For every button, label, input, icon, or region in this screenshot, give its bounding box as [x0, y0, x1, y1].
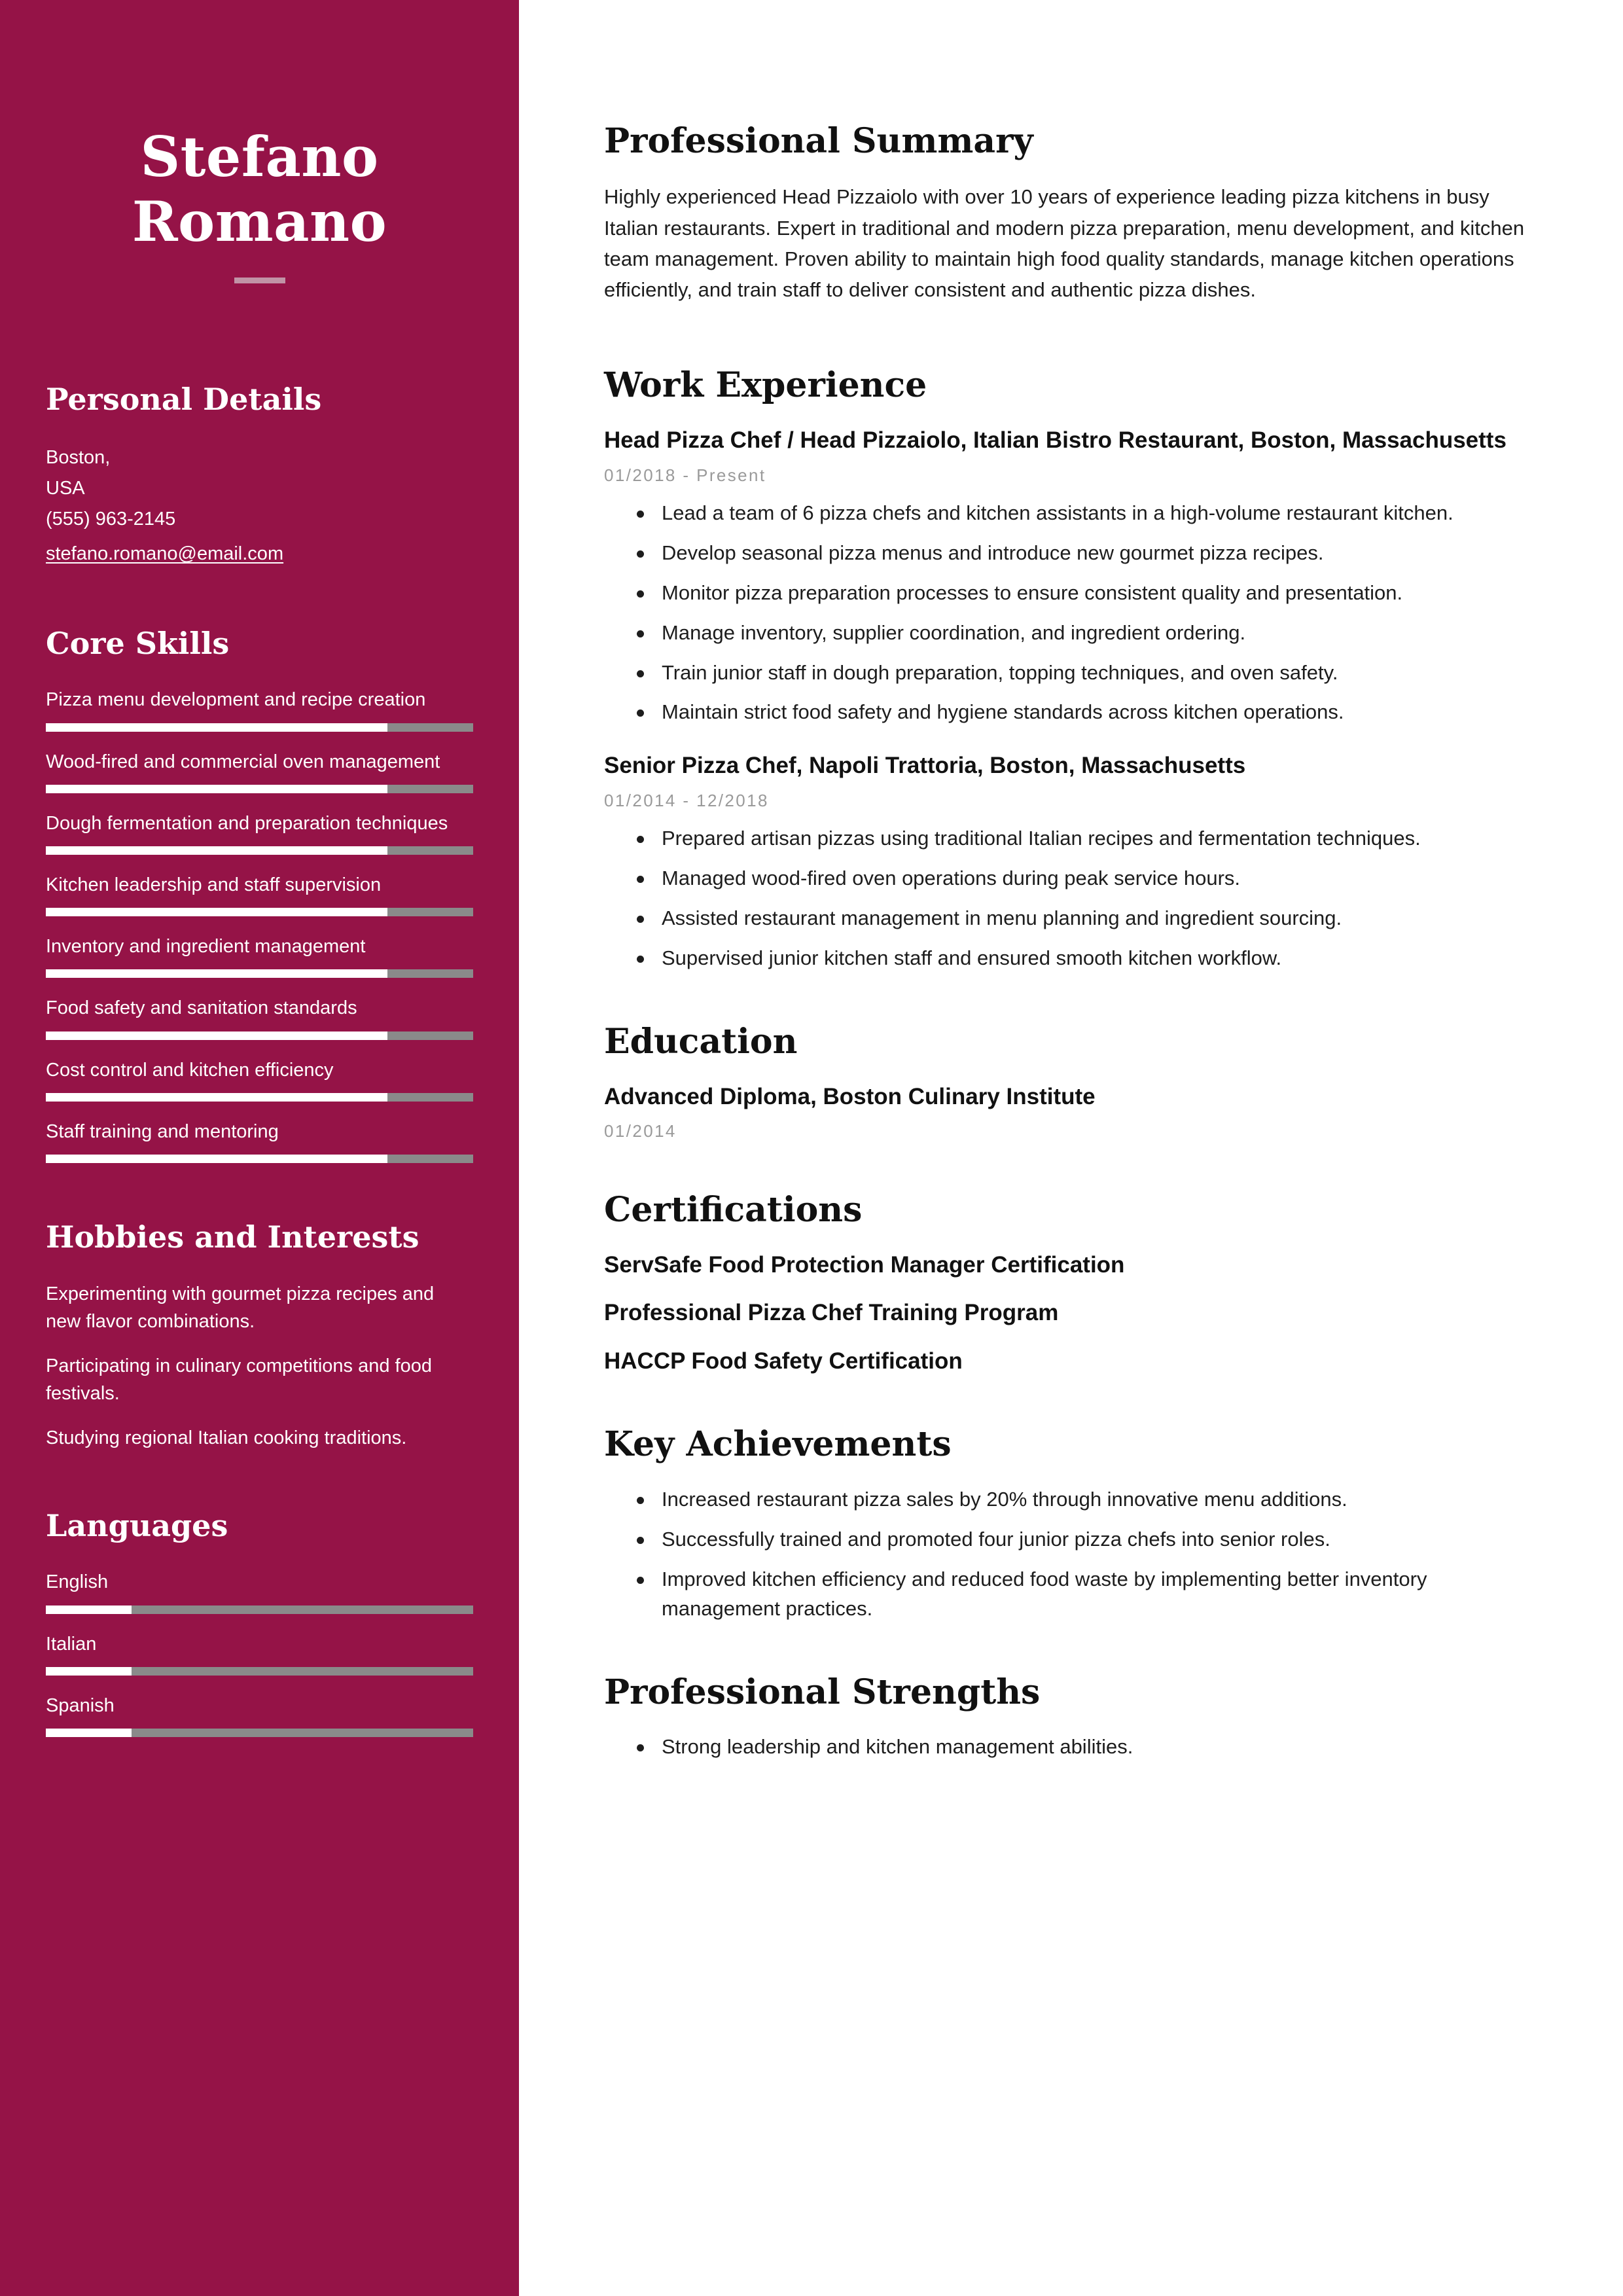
job-bullet-list — [634, 824, 1531, 973]
job-bullet: Lead a team of 6 pizza chefs and kitchen assistants in a high-volume restaurant kitchen. — [634, 499, 1531, 528]
language-label: Spanish — [46, 1695, 115, 1716]
language-bar — [46, 1667, 473, 1676]
skill-item — [46, 933, 473, 978]
last-name: Romano — [132, 189, 387, 255]
skill-bar — [46, 1155, 473, 1163]
job-bullet: Train junior staff in dough preparation, topping techniques, and oven safety. — [634, 658, 1531, 688]
skill-label: Wood-fired and commercial oven management — [46, 751, 440, 772]
jobs-list — [604, 425, 1531, 973]
job-bullet: Supervised junior kitchen staff and ensured smooth kitchen workflow. — [634, 944, 1531, 973]
skill-label: Kitchen leadership and staff supervision — [46, 874, 382, 895]
contact-email-link[interactable]: stefano.romano@email.com — [46, 543, 284, 565]
achievement-bullet: Increased restaurant pizza sales by 20% through innovative menu additions. — [634, 1485, 1531, 1515]
key-achievements-section — [604, 1424, 1531, 1623]
professional-summary-text: Highly experienced Head Pizzaiolo with over 10 years of experience leading pizza kitchens in busy Italian restaurants. Expert in traditional and modern pizza preparation, menu development, and kitchen team management. Proven ability to maintain high food quality standards, manage kitchen operations efficiently, and train staff to deliver consistent and authentic pizza dishes. — [604, 185, 1525, 301]
skill-bar — [46, 846, 473, 855]
education-degree: Advanced Diploma, Boston Culinary Institute — [604, 1084, 1096, 1110]
skill-item — [46, 687, 473, 731]
skill-item — [46, 810, 473, 855]
contact-city: Boston, — [46, 447, 111, 469]
work-experience-entry — [604, 425, 1531, 727]
skill-label: Pizza menu development and recipe creation — [46, 689, 426, 711]
achievement-bullet: Improved kitchen efficiency and reduced food waste by implementing better inventory management practices. — [634, 1565, 1531, 1624]
language-bar-fill — [46, 1729, 132, 1737]
skill-bar — [46, 908, 473, 916]
personal-details-section — [46, 382, 473, 569]
certification-item: Professional Pizza Chef Training Program — [604, 1300, 1059, 1326]
skill-bar-fill — [46, 723, 387, 732]
work-experience-section — [604, 365, 1531, 973]
skill-bar-fill — [46, 846, 387, 855]
core-skills-heading: Core Skills — [46, 626, 230, 662]
skill-bar-fill — [46, 1155, 387, 1163]
job-date-range: 01/2014 - 12/2018 — [604, 790, 769, 810]
education-entry — [604, 1082, 1531, 1141]
languages-list — [46, 1569, 473, 1737]
job-bullet: Manage inventory, supplier coordination, and ingredient ordering. — [634, 619, 1531, 648]
education-list — [604, 1082, 1531, 1141]
main-content — [519, 0, 1623, 2296]
hobby-item: Participating in culinary competitions and food festivals. — [46, 1355, 432, 1405]
skill-item — [46, 749, 473, 793]
certifications-section — [604, 1190, 1531, 1376]
spacer — [604, 999, 1531, 1022]
skill-bar-fill — [46, 1031, 387, 1040]
job-title: Head Pizza Chef / Head Pizzaiolo, Italian Bistro Restaurant, Boston, Massachusetts — [604, 427, 1507, 454]
languages-heading: Languages — [46, 1508, 228, 1544]
hobbies-heading: Hobbies and Interests — [46, 1219, 419, 1255]
job-date-range: 01/2018 - Present — [604, 465, 766, 485]
professional-strengths-section — [604, 1672, 1531, 1762]
job-bullet: Monitor pizza preparation processes to ensure consistent quality and presentation. — [634, 579, 1531, 608]
skill-bar — [46, 785, 473, 793]
job-bullet: Maintain strict food safety and hygiene standards across kitchen operations. — [634, 698, 1531, 727]
hobby-item: Studying regional Italian cooking traditions. — [46, 1427, 407, 1449]
personal-details-heading: Personal Details — [46, 382, 322, 418]
skill-label: Dough fermentation and preparation techniques — [46, 812, 448, 834]
key-achievements-list — [634, 1485, 1531, 1624]
job-bullet: Prepared artisan pizzas using traditional Italian recipes and fermentation techniques. — [634, 824, 1531, 853]
spacer — [604, 331, 1531, 365]
job-bullet-list — [634, 499, 1531, 728]
languages-section — [46, 1508, 473, 1737]
language-label: Italian — [46, 1633, 97, 1655]
education-heading: Education — [604, 1021, 798, 1062]
sidebar — [0, 0, 519, 2296]
contact-country: USA — [46, 478, 85, 499]
job-bullet: Managed wood-fired oven operations during peak service hours. — [634, 864, 1531, 893]
certification-item: HACCP Food Safety Certification — [604, 1348, 963, 1374]
job-title: Senior Pizza Chef, Napoli Trattoria, Boston, Massachusetts — [604, 753, 1246, 779]
work-experience-entry — [604, 751, 1531, 973]
achievement-bullet: Successfully trained and promoted four junior pizza chefs into senior roles. — [634, 1525, 1531, 1554]
skill-item — [46, 1057, 473, 1102]
skill-label: Cost control and kitchen efficiency — [46, 1059, 334, 1081]
skill-label: Staff training and mentoring — [46, 1121, 279, 1142]
strength-bullet: Strong leadership and kitchen management abilities. — [634, 1732, 1531, 1762]
language-bar — [46, 1605, 473, 1614]
job-bullet: Develop seasonal pizza menus and introduce new gourmet pizza recipes. — [634, 539, 1531, 568]
education-date: 01/2014 — [604, 1121, 677, 1141]
professional-summary-section — [604, 121, 1531, 305]
work-experience-heading: Work Experience — [604, 365, 927, 405]
professional-strengths-heading: Professional Strengths — [604, 1672, 1041, 1712]
core-skills-list — [46, 687, 473, 1162]
language-bar-fill — [46, 1605, 132, 1614]
skill-bar — [46, 1093, 473, 1102]
hobby-item: Experimenting with gourmet pizza recipes and new flavor combinations. — [46, 1283, 435, 1333]
skill-bar — [46, 969, 473, 978]
language-item — [46, 1569, 473, 1613]
core-skills-section — [46, 626, 473, 1163]
job-bullet: Assisted restaurant management in menu planning and ingredient sourcing. — [634, 904, 1531, 933]
skill-bar-fill — [46, 1093, 387, 1102]
certifications-heading: Certifications — [604, 1189, 863, 1230]
hobbies-list — [46, 1280, 473, 1452]
skill-item — [46, 872, 473, 916]
skill-label: Inventory and ingredient management — [46, 936, 366, 958]
first-name: Stefano — [140, 124, 379, 189]
spacer — [604, 1650, 1531, 1672]
skill-bar-fill — [46, 785, 387, 793]
skill-item — [46, 1119, 473, 1163]
education-section — [604, 1022, 1531, 1141]
professional-summary-heading: Professional Summary — [604, 121, 1033, 161]
language-item — [46, 1693, 473, 1737]
skill-bar-fill — [46, 908, 387, 916]
professional-strengths-list — [634, 1732, 1531, 1762]
language-bar-fill — [46, 1667, 132, 1676]
language-item — [46, 1631, 473, 1676]
certifications-list — [604, 1250, 1531, 1376]
skill-item — [46, 995, 473, 1039]
spacer — [604, 1402, 1531, 1424]
spacer — [604, 1168, 1531, 1190]
skill-bar — [46, 1031, 473, 1040]
contact-phone[interactable]: (555) 963-2145 — [46, 509, 176, 530]
language-label: English — [46, 1571, 109, 1593]
skill-bar-fill — [46, 969, 387, 978]
skill-label: Food safety and sanitation standards — [46, 997, 357, 1019]
hobbies-section — [46, 1219, 473, 1452]
skill-bar — [46, 723, 473, 732]
certification-item: ServSafe Food Protection Manager Certification — [604, 1251, 1125, 1278]
name-block — [46, 124, 473, 283]
key-achievements-heading: Key Achievements — [604, 1424, 952, 1465]
name-divider — [234, 278, 285, 283]
language-bar — [46, 1729, 473, 1737]
